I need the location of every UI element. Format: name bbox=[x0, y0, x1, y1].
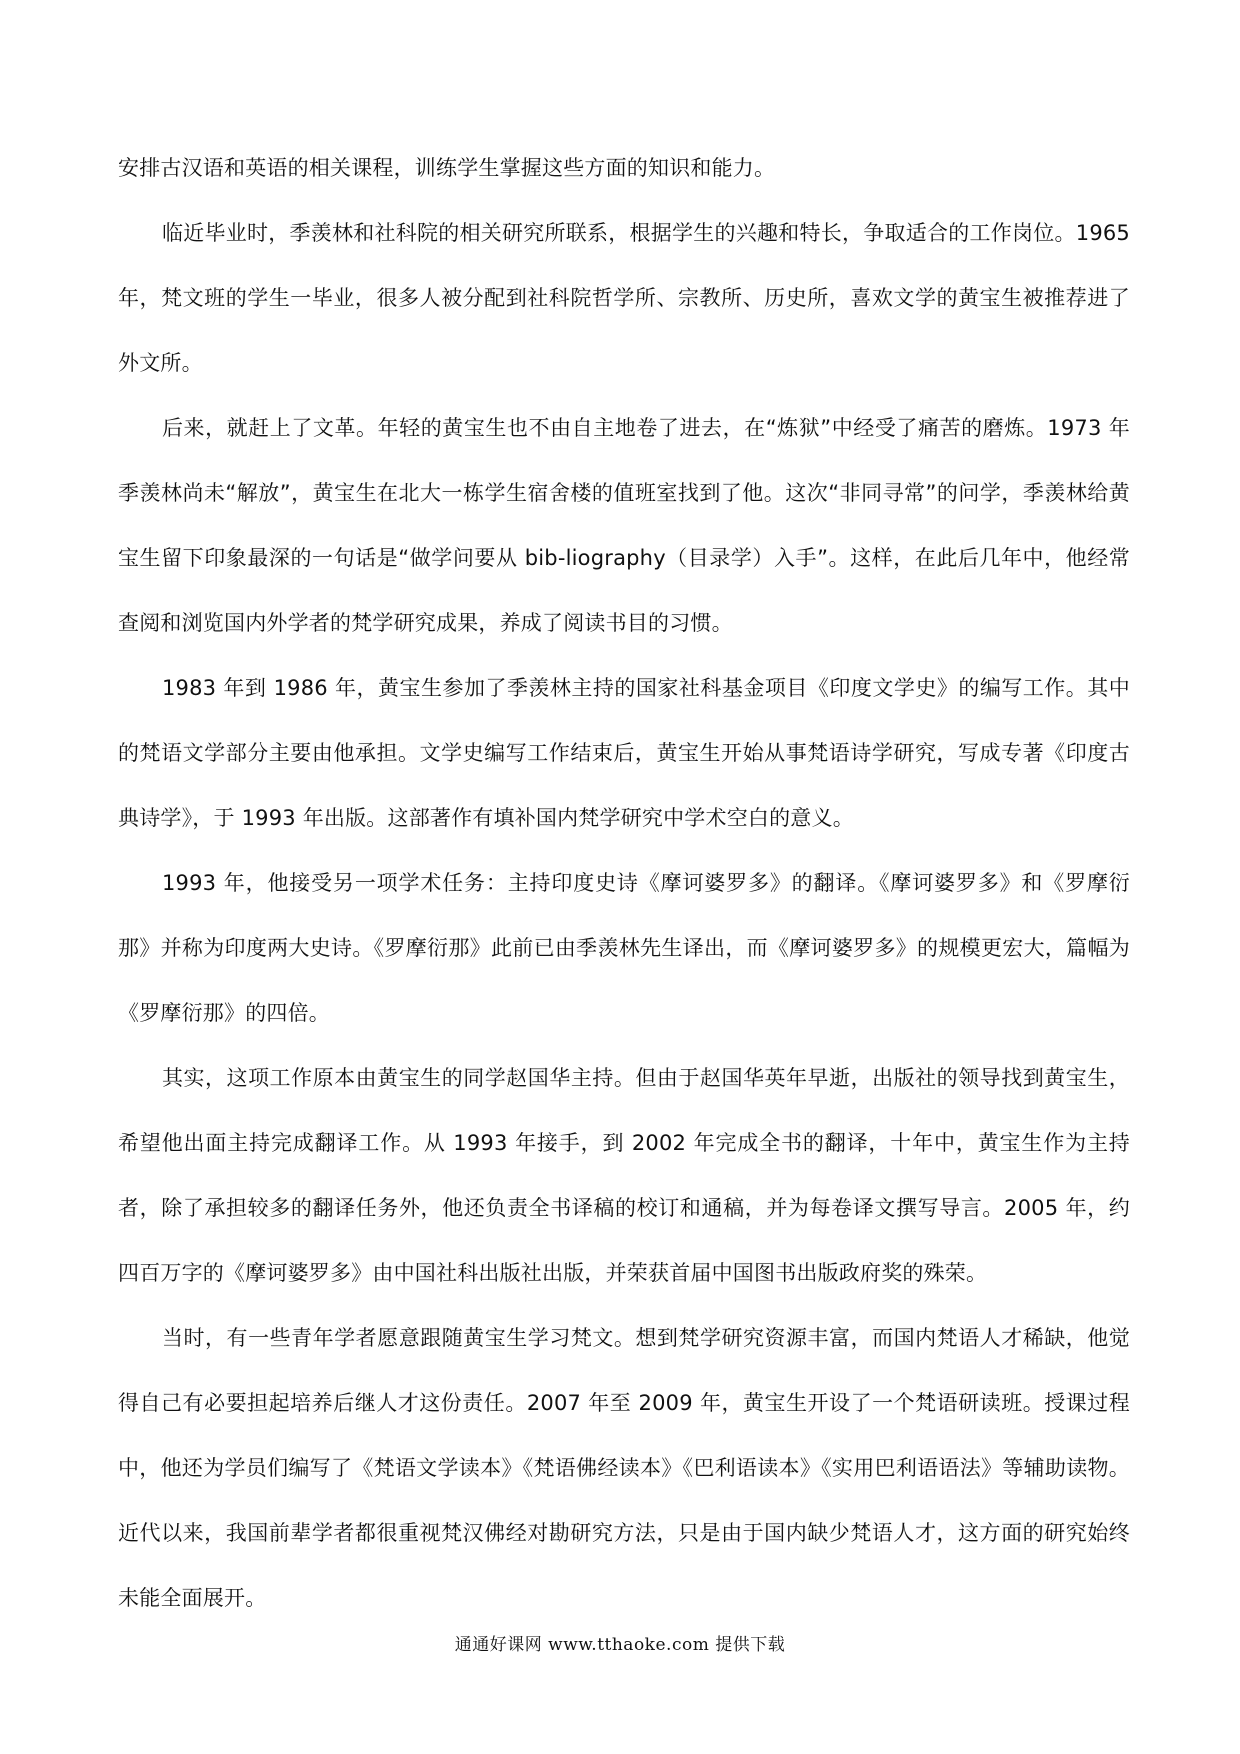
paragraph-cultural-revolution: 后来，就赶上了文革。年轻的黄宝生也不由自主地卷了进去，在“炼狱”中经受了痛苦的磨炼。1973 年季羡林尚未“解放”，黄宝生在北大一栋学生宿舍楼的值班室找到了他。这次“非同寻常”的问学，季羡林给黄宝生留下印象最深的一句话是“做学问要从 bib-liography（目录学）入手”。这样，在此后几年中，他经常查阅和浏览国内外学者的梵学研究成果，养成了阅读书目的习惯。 bbox=[118, 416, 1130, 635]
paragraph-translation-work: 其实，这项工作原本由黄宝生的同学赵国华主持。但由于赵国华英年早逝，出版社的领导找到黄宝生，希望他出面主持完成翻译工作。从 1993 年接手，到 2002 年完成全书的翻译，十年中，黄宝生作为主持者，除了承担较多的翻译任务外，他还负责全书译稿的校订和通稿，并为每卷译文撰写导言。2005 年，约四百万字的《摩诃婆罗多》由中国社科出版社出版，并荣获首届中国图书出版政府奖的殊荣。 bbox=[118, 1066, 1130, 1285]
paragraph-mahabharata-task: 1993 年，他接受另一项学术任务：主持印度史诗《摩诃婆罗多》的翻译。《摩诃婆罗多》和《罗摩衍那》并称为印度两大史诗。《罗摩衍那》此前已由季羡林先生译出，而《摩诃婆罗多》的规模更宏大，篇幅为《罗摩衍那》的四倍。 bbox=[118, 871, 1130, 1025]
article-body bbox=[118, 136, 1130, 1631]
page-footer: 通通好课网 www.tthaoke.com 提供下载 bbox=[454, 1635, 786, 1655]
paragraph-sanskrit-class: 当时，有一些青年学者愿意跟随黄宝生学习梵文。想到梵学研究资源丰富，而国内梵语人才稀缺，他觉得自己有必要担起培养后继人才这份责任。2007 年至 2009 年，黄宝生开设了一个梵语研读班。授课过程中，他还为学员们编写了《梵语文学读本》《梵语佛经读本》《巴利语读本》《实用巴利语语法》等辅助读物。近代以来，我国前辈学者都很重视梵汉佛经对勘研究方法，只是由于国内缺少梵语人才，这方面的研究始终未能全面展开。 bbox=[118, 1326, 1130, 1610]
paragraph-continuation: 安排古汉语和英语的相关课程，训练学生掌握这些方面的知识和能力。 bbox=[118, 156, 776, 180]
paragraph-literary-history: 1983 年到 1986 年，黄宝生参加了季羡林主持的国家社科基金项目《印度文学史》的编写工作。其中的梵语文学部分主要由他承担。文学史编写工作结束后，黄宝生开始从事梵语诗学研究，写成专著《印度古典诗学》，于 1993 年出版。这部著作有填补国内梵学研究中学术空白的意义。 bbox=[118, 676, 1130, 830]
paragraph-graduation: 临近毕业时，季羡林和社科院的相关研究所联系，根据学生的兴趣和特长，争取适合的工作岗位。1965 年，梵文班的学生一毕业，很多人被分配到社科院哲学所、宗教所、历史所，喜欢文学的黄宝生被推荐进了外文所。 bbox=[118, 221, 1130, 375]
